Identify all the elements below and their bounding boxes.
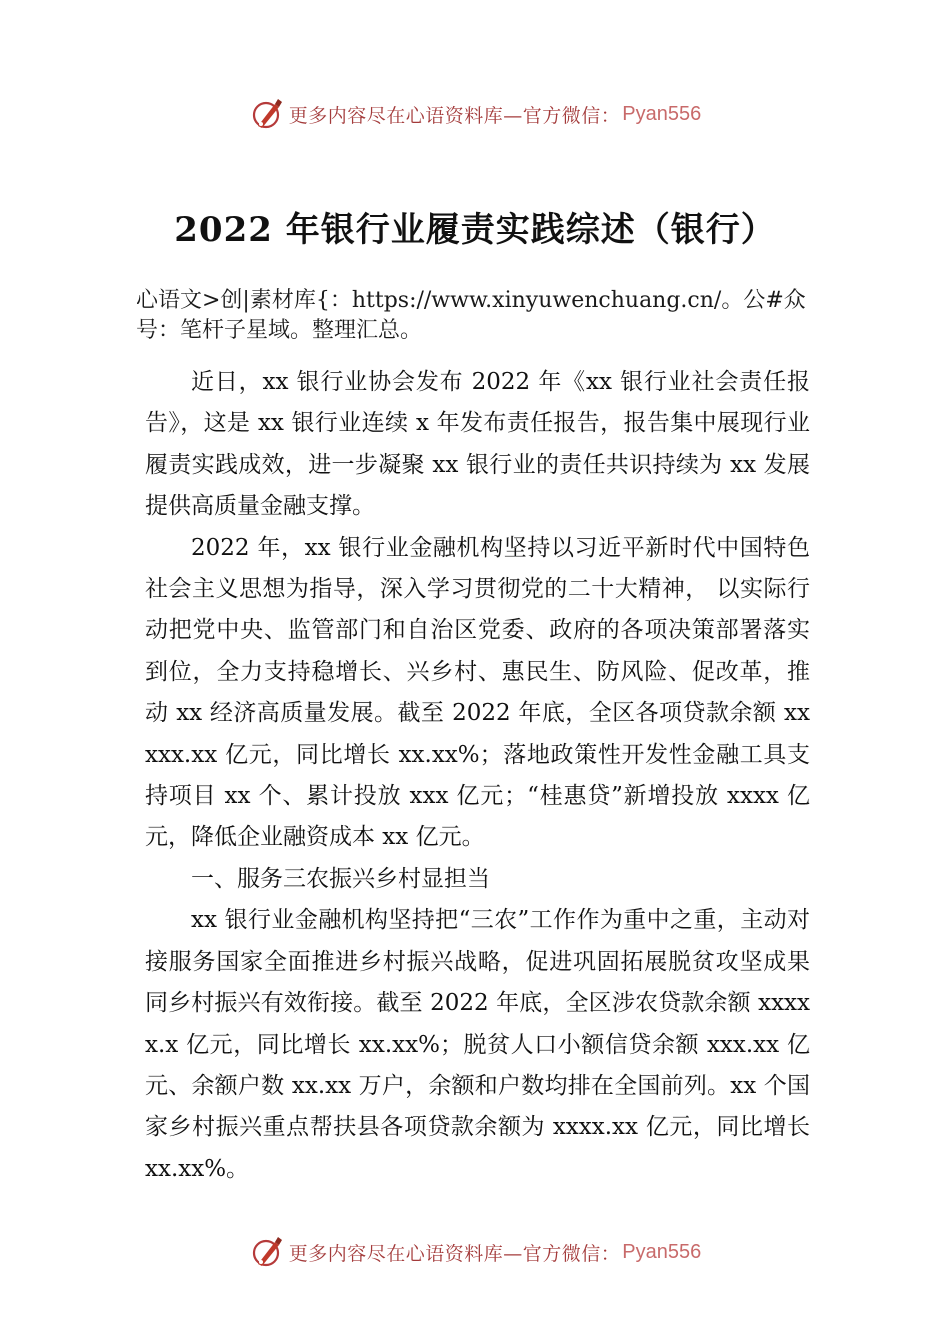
banner-wechat-id: Pyan556 bbox=[622, 102, 702, 125]
footer-watermark-banner bbox=[0, 1230, 950, 1274]
banner-wechat-id: Pyan556 bbox=[622, 1240, 702, 1263]
paragraph-overview: 2022 年，xx 银行业金融机构坚持以习近平新时代中国特色社会主义思想为指导，深入学习贯彻党的二十大精神， 以实际行动把党中央、监管部门和自治区党委、政府的各项决策部署落实到位，全力支持稳增长、兴乡村、惠民生、防风险、促改革，推动 xx 经济高质量发展。截至 2022 年底，全区各项贷款余额 xxxxx.xx 亿元，同比增长 xx.xx%；落地政策性开发性金融工具支持项目 xx 个、累计投放 xxx 亿元；“桂惠贷”新增投放 xxxx 亿元，降低企业融资成本 xx 亿元。 bbox=[145, 534, 810, 851]
document-title: 2022 年银行业履责实践综述（银行） bbox=[174, 210, 776, 250]
paragraph-intro: 近日，xx 银行业协会发布 2022 年《xx 银行业社会责任报告》，这是 xx 银行业连续 x 年发布责任报告，报告集中展现行业履责实践成效，进一步凝聚 xx 银行业的责任共识持续为 xx 发展提供高质量金融支撑。 bbox=[145, 369, 810, 520]
pen-logo-icon bbox=[249, 1234, 285, 1270]
source-note: 心语文>创|素材库{：https://www.xinyuwenchuang.cn/。公#众号：笔杆子星域。整理汇总。 bbox=[136, 288, 806, 343]
section-heading: 一、服务三农振兴乡村显担当 bbox=[191, 865, 490, 892]
document-body bbox=[145, 362, 810, 1190]
header-watermark-banner bbox=[0, 92, 950, 136]
pen-logo-icon bbox=[249, 96, 285, 132]
banner-text: 更多内容尽在心语资料库—官方微信： bbox=[288, 1242, 621, 1265]
banner-text: 更多内容尽在心语资料库—官方微信： bbox=[288, 104, 621, 127]
paragraph-rural: xx 银行业金融机构坚持把“三农”工作作为重中之重，主动对接服务国家全面推进乡村振兴战略，促进巩固拓展脱贫攻坚成果同乡村振兴有效衔接。截至 2022 年底，全区涉农贷款余额 xxxxx.x 亿元，同比增长 xx.xx%；脱贫人口小额信贷余额 xxx.xx 亿元、余额户数 xx.xx 万户，余额和户数均排在全国前列。xx 个国家乡村振兴重点帮扶县各项贷款余额为 xxxx.xx 亿元，同比增长 xx.xx%。 bbox=[145, 907, 810, 1182]
